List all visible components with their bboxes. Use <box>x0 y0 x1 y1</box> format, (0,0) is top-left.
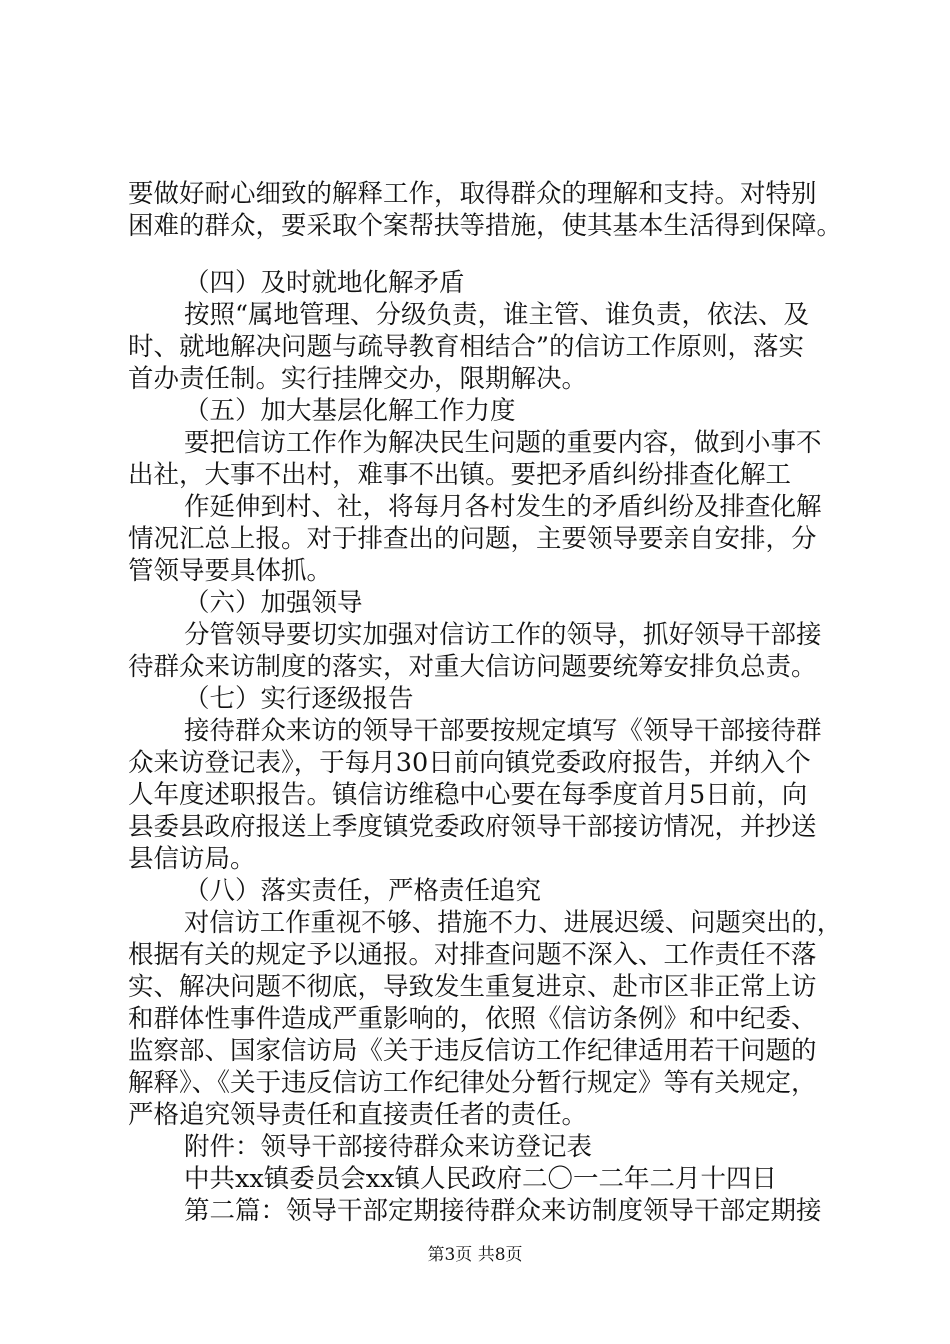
text-line: 管领导要具体抓。 <box>128 556 333 586</box>
text-line: 要做好耐心细致的解释工作，取得群众的理解和支持。对特别 <box>128 179 817 209</box>
section-heading: （四）及时就地化解矛盾 <box>184 268 465 298</box>
attachment-line: 附件：领导干部接待群众来访登记表 <box>184 1132 593 1162</box>
text-line: 众来访登记表》，于每月30日前向镇党委政府报告，并纳入个 <box>128 748 811 778</box>
text-line: 困难的群众，要采取个案帮扶等措施，使其基本生活得到保障。 <box>128 211 843 241</box>
text-line: 作延伸到村、社，将每月各村发生的矛盾纠纷及排查化解 <box>184 492 822 522</box>
chapter-heading: 第二篇：领导干部定期接待群众来访制度领导干部定期接 <box>184 1196 822 1226</box>
section-heading: （七）实行逐级报告 <box>184 684 414 714</box>
text-line: 解释》、《关于违反信访工作纪律处分暂行规定》等有关规定， <box>128 1068 817 1098</box>
text-line: 严格追究领导责任和直接责任者的责任。 <box>128 1100 588 1130</box>
section-heading: （六）加强领导 <box>184 588 363 618</box>
text-line: 接待群众来访的领导干部要按规定填写《领导干部接待群 <box>184 716 822 746</box>
text-line: 人年度述职报告。镇信访维稳中心要在每季度首月5日前，向 <box>128 780 808 810</box>
text-line: 首办责任制。实行挂牌交办，限期解决。 <box>128 364 588 394</box>
text-line: 实、解决问题不彻底，导致发生重复进京、赴市区非正常上访 <box>128 972 817 1002</box>
text-line: 情况汇总上报。对于排查出的问题，主要领导要亲自安排，分 <box>128 524 817 554</box>
text-line: 监察部、国家信访局《关于违反信访工作纪律适用若干问题的 <box>128 1036 817 1066</box>
text-line: 按照“属地管理、分级负责，谁主管、谁负责，依法、及 <box>184 300 810 330</box>
text-line: 根据有关的规定予以通报。对排查问题不深入、工作责任不落 <box>128 940 817 970</box>
text-line: 和群体性事件造成严重影响的，依照《信访条例》和中纪委、 <box>128 1004 817 1034</box>
page-number: 第3页 共8页 <box>427 1245 523 1265</box>
text-line: 县委县政府报送上季度镇党委政府领导干部接访情况，并抄送 <box>128 812 817 842</box>
section-heading: （五）加大基层化解工作力度 <box>184 396 516 426</box>
text-line: 县信访局。 <box>128 844 256 874</box>
text-line: 要把信访工作作为解决民生问题的重要内容，做到小事不 <box>184 428 822 458</box>
text-line: 时、就地解决问题与疏导教育相结合”的信访工作原则，落实 <box>128 332 805 362</box>
text-line: 出社，大事不出村，难事不出镇。要把矛盾纠纷排查化解工 <box>128 460 792 490</box>
text-line: 分管领导要切实加强对信访工作的领导，抓好领导干部接 <box>184 620 822 650</box>
signature-line: 中共xx镇委员会xx镇人民政府二〇一二年二月十四日 <box>184 1164 778 1194</box>
text-line: 对信访工作重视不够、措施不力、进展迟缓、问题突出的， <box>184 908 843 938</box>
text-line: 待群众来访制度的落实，对重大信访问题要统筹安排负总责。 <box>128 652 817 682</box>
section-heading: （八）落实责任，严格责任追究 <box>184 876 542 906</box>
